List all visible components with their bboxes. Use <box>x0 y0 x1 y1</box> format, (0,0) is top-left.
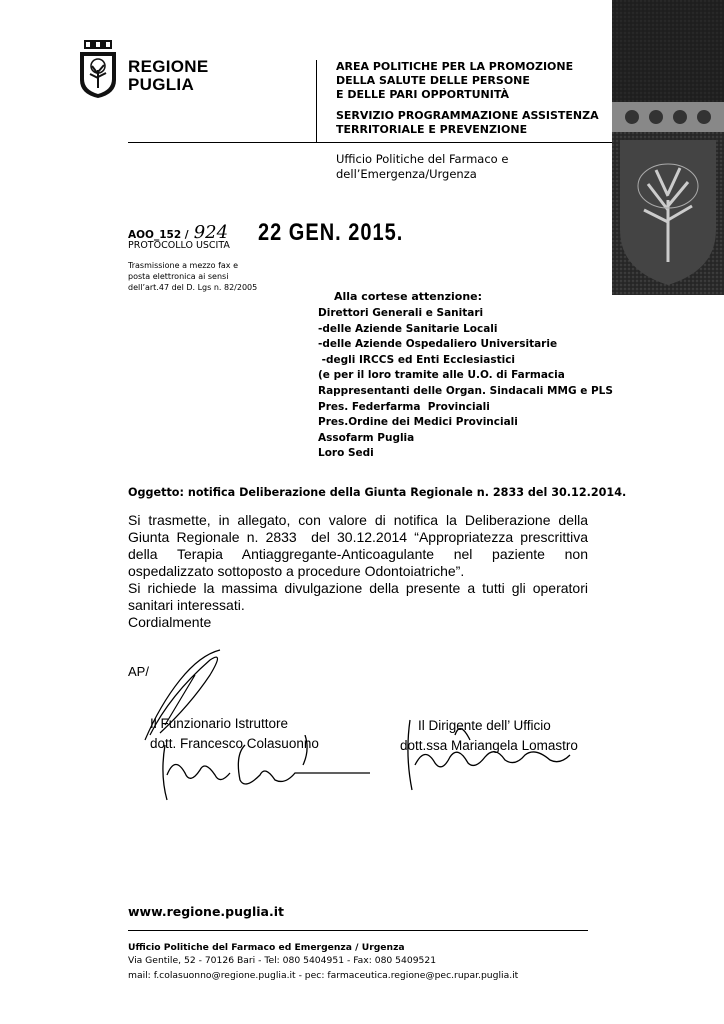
footer-divider <box>128 930 588 931</box>
protocol-label: PROTOCOLLO USCITA <box>128 240 230 251</box>
servizio-line: TERRITORIALE E PREVENZIONE <box>336 123 528 136</box>
letter-body <box>128 512 592 631</box>
recipient-line: Pres.Ordine dei Medici Provinciali <box>318 416 518 429</box>
ufficio-line: Ufficio Politiche del Farmaco e <box>336 152 509 166</box>
transmission-line: dell’art.47 del D. Lgs n. 82/2005 <box>128 283 258 292</box>
left-handwritten-signature <box>145 735 375 805</box>
transmission-note <box>128 260 257 293</box>
footer-office: Ufficio Politiche del Farmaco ed Emergenza / Urgenza <box>128 942 405 953</box>
date-stamp: 22 GEN. 2015. <box>258 219 404 247</box>
area-title <box>336 60 573 102</box>
recipient-line: -delle Aziende Ospedaliero Universitarie <box>318 338 558 351</box>
protocol-handwritten-number: 924 <box>193 222 229 243</box>
footer-contacts: mail: f.colasuonno@regione.puglia.it - pec: farmaceutica.regione@pec.rupar.puglia.it <box>128 970 519 981</box>
area-line: E DELLE PARI OPPORTUNITÀ <box>336 88 510 101</box>
body-paragraph: Si richiede la massima divulgazione della presente a tutti gli operatori sanitari interessati. <box>128 580 588 613</box>
servizio-title <box>336 109 599 137</box>
protocol-prefix: AOO_152 / <box>128 229 189 241</box>
recipient-line: Loro Sedi <box>318 447 374 460</box>
regione-puglia-logo-icon <box>78 40 118 98</box>
region-name-line2: PUGLIA <box>128 75 195 94</box>
recipient-line: Pres. Federfarma Provinciali <box>318 400 490 413</box>
website-link[interactable]: www.regione.puglia.it <box>128 904 284 919</box>
area-line: DELLA SALUTE DELLE PERSONE <box>336 74 530 87</box>
transmission-line: Trasmissione a mezzo fax e <box>128 261 238 270</box>
recipient-line: -degli IRCCS ed Enti Ecclesiastici <box>318 353 516 366</box>
right-signatory-role: Il Dirigente dell’ Ufficio <box>418 718 551 733</box>
area-line: AREA POLITICHE PER LA PROMOZIONE <box>336 60 574 73</box>
recipient-line: -delle Aziende Sanitarie Locali <box>318 322 498 335</box>
recipient-line: Direttori Generali e Sanitari <box>318 307 484 319</box>
recipient-line: Assofarm Puglia <box>318 431 415 444</box>
recipients-heading: Alla cortese attenzione: <box>334 290 483 303</box>
closing: Cordialmente <box>128 614 212 630</box>
left-signatory-role: Il Funzionario Istruttore <box>150 716 289 731</box>
recipient-line: Rappresentanti delle Organ. Sindacali MMG e PLS <box>318 384 613 397</box>
header-divider-horizontal <box>128 142 618 143</box>
ufficio-title <box>336 152 508 182</box>
left-signatory-name: dott. Francesco Colasuonno <box>150 736 319 751</box>
recipients-list <box>318 306 613 462</box>
header-divider-vertical <box>316 60 317 142</box>
region-name-line1: REGIONE <box>128 57 209 76</box>
region-name <box>128 58 209 94</box>
initials: AP/ <box>128 664 149 679</box>
recipient-line: (e per il loro tramite alle U.O. di Farmacia <box>318 369 565 382</box>
decorative-emblem-strip <box>612 0 724 295</box>
footer-address: Via Gentile, 52 - 70126 Bari - Tel: 080 5404951 - Fax: 080 5409521 <box>128 955 437 966</box>
body-paragraph: Si trasmette, in allegato, con valore di notifica la Deliberazione della Giunta Regionale n. 2833 del 30.12.2014 “Appropriatezza prescrittiva della Terapia Antiaggregante-Anticoagulante nel paziente non ospedalizzato sottoposto a procedure Odontoiatriche”. <box>128 512 592 579</box>
right-handwritten-signature <box>400 715 580 795</box>
servizio-line: SERVIZIO PROGRAMMAZIONE ASSISTENZA <box>336 109 599 122</box>
transmission-line: posta elettronica ai sensi <box>128 272 229 281</box>
right-signatory-name: dott.ssa Mariangela Lomastro <box>400 738 578 753</box>
ufficio-line: dell’Emergenza/Urgenza <box>336 167 477 181</box>
subject-line: Oggetto: notifica Deliberazione della Giunta Regionale n. 2833 del 30.12.2014. <box>128 486 627 499</box>
